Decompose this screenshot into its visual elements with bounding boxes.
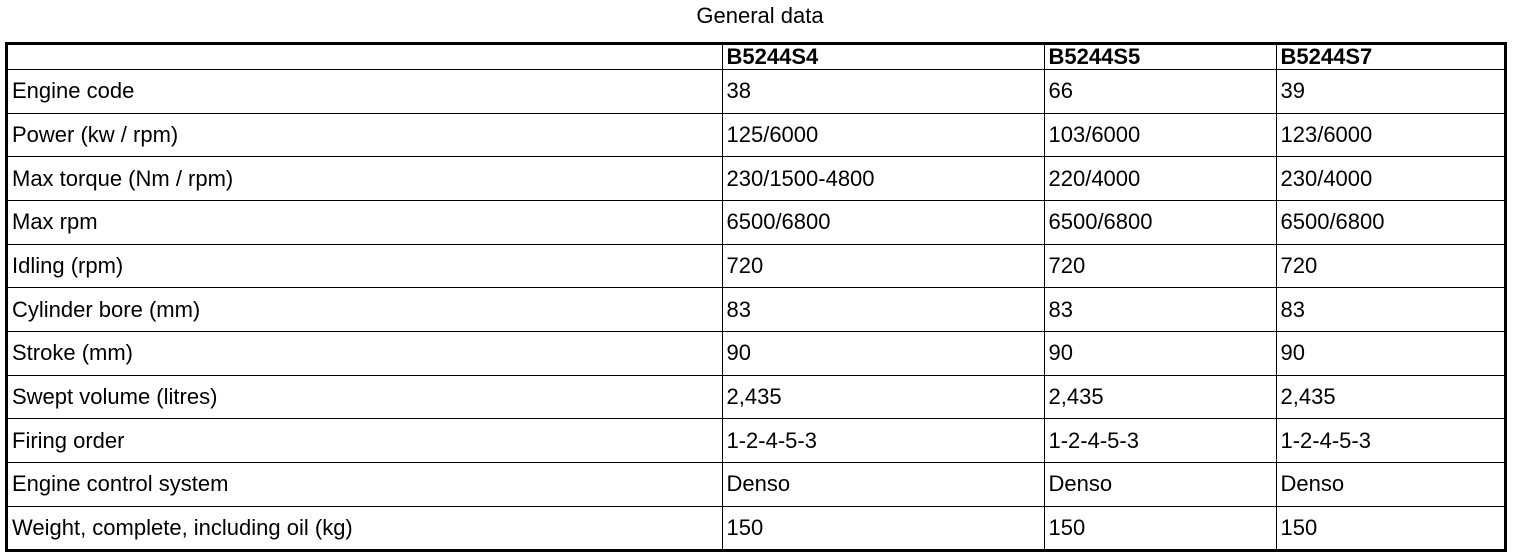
table-cell: 103/6000 — [1044, 113, 1276, 157]
table-cell: 2,435 — [1276, 375, 1504, 419]
table-cell: 90 — [722, 331, 1044, 375]
table-cell: 90 — [1044, 331, 1276, 375]
table-cell: 6500/6800 — [1044, 200, 1276, 244]
column-header-b5244s4: B5244S4 — [722, 45, 1044, 70]
corner-cell — [8, 45, 722, 70]
row-label: Firing order — [8, 419, 722, 463]
table-cell: 150 — [1044, 506, 1276, 549]
table-cell: 123/6000 — [1276, 113, 1504, 157]
table-cell: 39 — [1276, 70, 1504, 114]
table-cell: 2,435 — [1044, 375, 1276, 419]
table-cell: 720 — [1044, 244, 1276, 288]
general-data-table — [8, 45, 1504, 549]
table-cell: 83 — [722, 288, 1044, 332]
table-cell: 220/4000 — [1044, 157, 1276, 201]
table-cell: 38 — [722, 70, 1044, 114]
table-row — [8, 331, 1504, 375]
row-label: Stroke (mm) — [8, 331, 722, 375]
row-label: Engine control system — [8, 462, 722, 506]
table-cell: 6500/6800 — [722, 200, 1044, 244]
row-label: Engine code — [8, 70, 722, 114]
table-row — [8, 419, 1504, 463]
general-data-table-frame — [5, 42, 1507, 552]
table-caption: General data — [696, 3, 824, 28]
table-row — [8, 462, 1504, 506]
table-cell: Denso — [1276, 462, 1504, 506]
table-cell: 150 — [722, 506, 1044, 549]
row-label: Max torque (Nm / rpm) — [8, 157, 722, 201]
row-label: Power (kw / rpm) — [8, 113, 722, 157]
row-label: Swept volume (litres) — [8, 375, 722, 419]
table-cell: Denso — [722, 462, 1044, 506]
table-cell: 90 — [1276, 331, 1504, 375]
table-row — [8, 375, 1504, 419]
table-cell: 66 — [1044, 70, 1276, 114]
row-label: Max rpm — [8, 200, 722, 244]
column-header-b5244s7: B5244S7 — [1276, 45, 1504, 70]
column-header-b5244s5: B5244S5 — [1044, 45, 1276, 70]
table-cell: 230/1500-4800 — [722, 157, 1044, 201]
table-row — [8, 70, 1504, 114]
table-cell: Denso — [1044, 462, 1276, 506]
table-row — [8, 506, 1504, 549]
table-cell: 6500/6800 — [1276, 200, 1504, 244]
table-cell: 1-2-4-5-3 — [1044, 419, 1276, 463]
table-row — [8, 244, 1504, 288]
row-label: Cylinder bore (mm) — [8, 288, 722, 332]
table-cell: 1-2-4-5-3 — [722, 419, 1044, 463]
row-label: Weight, complete, including oil (kg) — [8, 506, 722, 549]
table-row — [8, 113, 1504, 157]
table-cell: 150 — [1276, 506, 1504, 549]
table-header-row — [8, 45, 1504, 70]
table-row — [8, 157, 1504, 201]
table-cell: 83 — [1276, 288, 1504, 332]
table-cell: 720 — [1276, 244, 1504, 288]
table-cell: 1-2-4-5-3 — [1276, 419, 1504, 463]
row-label: Idling (rpm) — [8, 244, 722, 288]
table-cell: 230/4000 — [1276, 157, 1504, 201]
table-cell: 720 — [722, 244, 1044, 288]
table-cell: 2,435 — [722, 375, 1044, 419]
table-row — [8, 288, 1504, 332]
table-row — [8, 200, 1504, 244]
table-cell: 125/6000 — [722, 113, 1044, 157]
table-cell: 83 — [1044, 288, 1276, 332]
